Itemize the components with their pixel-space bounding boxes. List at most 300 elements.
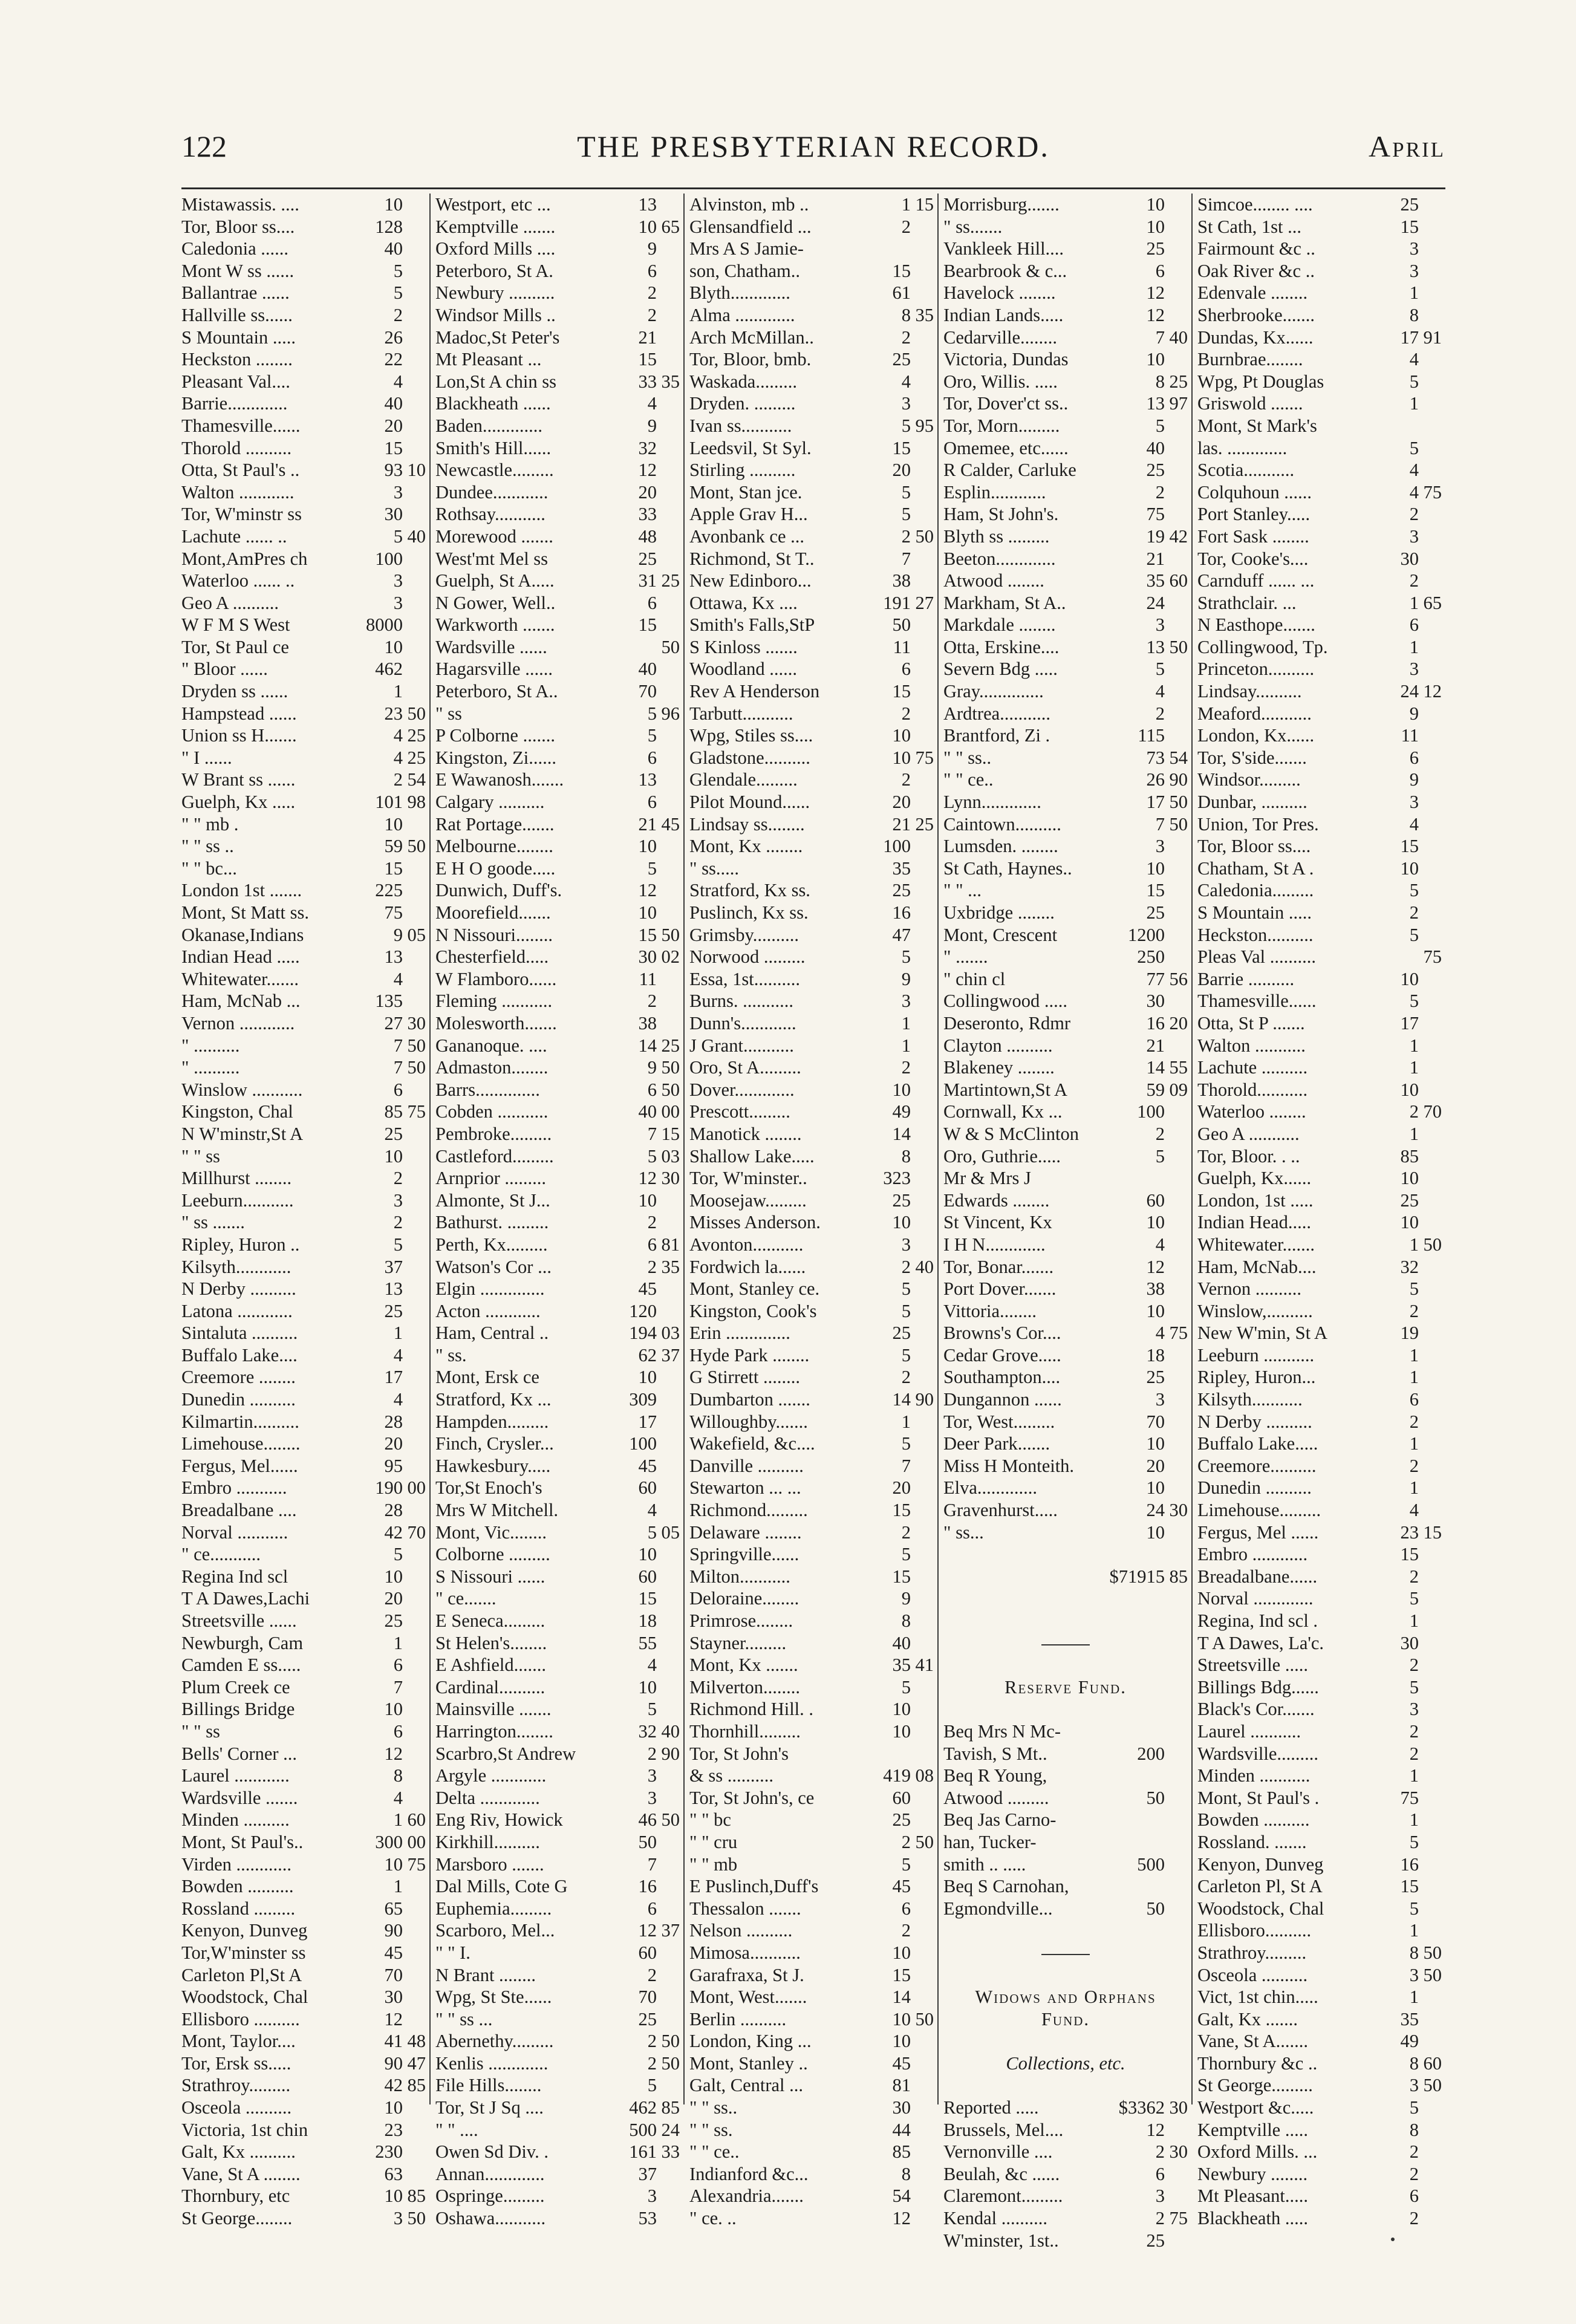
amount-dollars: 25	[892, 1323, 911, 1344]
congregation-name: Puslinch, Kx ss.	[689, 902, 809, 923]
list-item	[943, 1388, 1188, 1411]
congregation-name: Blyth ss .........	[943, 526, 1050, 547]
list-item	[181, 680, 426, 703]
amount-dollars: 2	[1409, 504, 1419, 525]
congregation-name: E Wawanosh.......	[435, 769, 564, 790]
amount-dollars: 25	[384, 1123, 403, 1144]
amount-cents: 50	[407, 1057, 426, 1078]
list-item	[181, 1720, 426, 1743]
list-item	[943, 570, 1188, 592]
congregation-name: Hagarsville ......	[435, 659, 553, 680]
amount-cents	[403, 1787, 426, 1809]
amount-dollars: 10	[638, 836, 657, 857]
amount-dollars: 6	[647, 1079, 657, 1100]
amount-cents	[1165, 1654, 1188, 1676]
amount-cents	[403, 1964, 426, 1987]
list-item	[943, 1898, 1188, 1920]
congregation-name: Kirkhill..........	[435, 1831, 540, 1852]
list-item	[943, 371, 1188, 393]
amount-dollars: 1	[901, 194, 911, 215]
list-item	[181, 1654, 426, 1676]
amount-dollars: 93	[384, 460, 403, 481]
congregation-name: Osceola ..........	[1197, 1964, 1308, 1985]
congregation-name: Wakefield, &c....	[689, 1433, 815, 1454]
amount-cents: 96	[661, 703, 680, 724]
amount-dollars: 25	[1400, 194, 1419, 215]
amount-dollars: 10	[638, 216, 657, 237]
congregation-name: Creemore..........	[1197, 1455, 1317, 1476]
congregation-name: Millhurst ........	[181, 1168, 292, 1189]
list-item	[435, 1787, 680, 1809]
amount-dollars: 20	[892, 792, 911, 813]
list-item	[1197, 1566, 1442, 1588]
amount-dollars: 6	[1155, 260, 1165, 281]
amount-dollars: 38	[638, 1012, 657, 1033]
amount-dollars: 3	[393, 481, 403, 503]
list-item	[181, 1854, 426, 1876]
congregation-name: Wpg, St Ste......	[435, 1987, 552, 2008]
amount-cents	[403, 1388, 426, 1411]
amount-cents	[911, 1809, 934, 1831]
amount-cents	[657, 481, 680, 504]
amount-dollars: 13	[384, 1278, 403, 1300]
list-item	[435, 371, 680, 393]
congregation-name	[943, 1964, 1164, 1987]
amount-dollars: 38	[1146, 1278, 1165, 1300]
list-item	[181, 703, 426, 725]
amount-cents: 95	[915, 415, 934, 436]
congregation-name: St George.........	[1197, 2075, 1313, 2096]
amount-dollars: 9	[1409, 769, 1419, 790]
congregation-name: Pembroke.........	[435, 1123, 552, 1144]
amount-cents	[1165, 481, 1188, 504]
amount-dollars: 70	[638, 681, 657, 702]
amount-dollars: 15	[638, 924, 657, 945]
amount-dollars: 15	[384, 437, 403, 458]
amount-cents	[657, 1411, 680, 1433]
congregation-name: " " ss.	[689, 2119, 733, 2140]
amount-cents: 15	[915, 194, 934, 215]
amount-dollars: 2	[901, 216, 911, 237]
congregation-name: Mont, St Mark's	[1197, 415, 1317, 436]
list-item	[689, 1543, 934, 1566]
congregation-name: Gray..............	[943, 681, 1044, 702]
congregation-name	[943, 1654, 1164, 1676]
amount-dollars: 16	[638, 1876, 657, 1897]
amount-dollars: 10	[892, 1079, 911, 1100]
congregation-name: Vane, St A.......	[1197, 2031, 1308, 2052]
amount-dollars: 10	[1400, 858, 1419, 879]
amount-cents	[1419, 1079, 1442, 1101]
list-item	[1197, 2097, 1442, 2119]
congregation-name: han, Tucker-	[943, 1831, 1037, 1852]
amount-dollars: 25	[638, 548, 657, 569]
congregation-name: Uxbridge ........	[943, 902, 1055, 923]
congregation-name: Carnduff ...... ...	[1197, 570, 1315, 591]
amount-cents	[911, 1964, 934, 1987]
amount-cents	[403, 1455, 426, 1477]
amount-cents: 50	[661, 1079, 680, 1100]
amount-cents	[911, 1610, 934, 1632]
congregation-name: Kingston, Zi......	[435, 747, 556, 768]
amount-cents	[403, 946, 426, 968]
amount-dollars: 20	[1146, 1455, 1165, 1476]
amount-cents	[1419, 1012, 1442, 1035]
amount-cents	[657, 282, 680, 304]
list-item	[689, 2207, 934, 2230]
list-item	[943, 2030, 1188, 2052]
amount-dollars: 60	[638, 1566, 657, 1587]
list-item	[1197, 1433, 1442, 1455]
list-item	[1197, 2052, 1442, 2075]
amount-dollars: 6	[647, 747, 657, 768]
amount-cents	[657, 858, 680, 880]
amount-dollars: 60	[1146, 1190, 1165, 1211]
amount-cents	[1419, 1765, 1442, 1787]
list-item	[435, 1854, 680, 1876]
list-item	[943, 1875, 1188, 1898]
amount-dollars: 10	[384, 813, 403, 835]
amount-cents	[403, 879, 426, 902]
congregation-name: Indian Head .....	[181, 946, 300, 968]
congregation-name: Avonbank ce ...	[689, 526, 804, 547]
congregation-name: Wardsville .......	[181, 1787, 298, 1808]
amount-dollars: 8	[901, 1610, 911, 1631]
amount-cents	[1419, 1787, 1442, 1809]
amount-cents	[1165, 680, 1188, 703]
list-item	[181, 1366, 426, 1388]
congregation-name: Collingwood .....	[943, 991, 1068, 1012]
congregation-name: Carleton Pl,St A	[181, 1964, 302, 1985]
amount-dollars: 32	[638, 437, 657, 458]
list-item	[689, 1211, 934, 1234]
amount-cents	[403, 327, 426, 349]
amount-dollars: 50	[1146, 1898, 1165, 1919]
congregation-name: Vernonville ....	[943, 2141, 1053, 2163]
amount-cents	[1165, 1964, 1188, 1987]
amount-dollars: 7	[647, 1123, 657, 1144]
amount-cents: 50	[1169, 792, 1188, 813]
amount-dollars: 15	[1400, 216, 1419, 237]
congregation-name: Bowden ..........	[181, 1876, 294, 1897]
congregation-name: Guelph, Kx .....	[181, 792, 296, 813]
amount-dollars: 26	[384, 327, 403, 348]
list-item	[689, 1012, 934, 1035]
amount-dollars: 9	[1409, 703, 1419, 724]
list-item	[689, 1587, 934, 1610]
list-item	[943, 1964, 1188, 1987]
congregation-name: G Stirrett ........	[689, 1367, 800, 1388]
congregation-name: Ballantrae ......	[181, 282, 290, 304]
congregation-name: " ce.......	[435, 1588, 497, 1609]
amount-cents	[1419, 260, 1442, 282]
list-item	[181, 1411, 426, 1433]
list-item	[181, 1056, 426, 1079]
amount-cents	[657, 968, 680, 991]
amount-dollars: 16	[1146, 1012, 1165, 1033]
list-item	[181, 1344, 426, 1367]
list-item	[689, 592, 934, 614]
congregation-name: Owen Sd Div. .	[435, 2141, 549, 2163]
amount-dollars: 3	[393, 2208, 403, 2229]
amount-dollars: 12	[1146, 304, 1165, 325]
amount-cents	[911, 2119, 934, 2141]
list-item	[435, 1145, 680, 1168]
amount-dollars: 25	[1146, 460, 1165, 481]
amount-cents	[1165, 1035, 1188, 1057]
amount-dollars: 5	[1409, 991, 1419, 1012]
list-item	[435, 1875, 680, 1898]
list-item	[435, 2008, 680, 2031]
list-item	[1197, 304, 1442, 327]
amount-cents	[1165, 503, 1188, 526]
amount-dollars: 2	[1155, 2208, 1165, 2229]
list-item	[1197, 1743, 1442, 1765]
list-item	[943, 1765, 1188, 1787]
amount-cents	[403, 1300, 426, 1323]
amount-dollars: 25	[1146, 238, 1165, 259]
amount-dollars: 12	[384, 2008, 403, 2029]
amount-dollars: 462	[375, 659, 403, 680]
list-item	[943, 1809, 1188, 1831]
amount-dollars: 4	[1155, 681, 1165, 702]
list-item	[943, 1720, 1188, 1743]
amount-cents	[403, 1587, 426, 1610]
congregation-name: Mimosa...........	[689, 1942, 801, 1963]
congregation-name: Elgin ..............	[435, 1278, 545, 1300]
amount-dollars: 63	[384, 2163, 403, 2184]
congregation-name: Markham, St A..	[943, 592, 1066, 613]
list-item	[689, 1300, 934, 1323]
list-item	[435, 1809, 680, 1831]
list-item	[435, 703, 680, 725]
list-item	[181, 769, 426, 791]
amount-dollars: 2	[647, 1212, 657, 1233]
list-item	[1197, 1986, 1442, 2008]
congregation-name: Mont, Kx ........	[689, 836, 803, 857]
congregation-name: Dundas, Kx......	[1197, 327, 1314, 348]
amount-dollars: 17	[1400, 327, 1419, 348]
amount-cents	[911, 1145, 934, 1168]
amount-cents	[1419, 791, 1442, 813]
amount-dollars: 6	[1155, 2163, 1165, 2184]
amount-dollars: 10	[384, 2186, 403, 2207]
congregation-name: Vernon ............	[181, 1012, 295, 1033]
amount-dollars: 24	[1400, 681, 1419, 702]
congregation-name: Ottawa, Kx ....	[689, 592, 798, 613]
amount-cents	[403, 238, 426, 260]
amount-dollars: 2	[647, 282, 657, 304]
amount-cents	[1419, 1986, 1442, 2008]
list-item	[181, 924, 426, 946]
list-item	[689, 924, 934, 946]
congregation-name: Rossland .........	[181, 1898, 296, 1919]
amount-cents: 90	[915, 1389, 934, 1410]
amount-dollars: 10	[892, 2008, 911, 2029]
congregation-name: Bearbrook & c...	[943, 260, 1067, 281]
list-item	[435, 879, 680, 902]
amount-dollars: 20	[384, 415, 403, 436]
congregation-name: Mont W ss ......	[181, 260, 295, 281]
congregation-name: Wpg, Stiles ss....	[689, 725, 813, 746]
amount-dollars: 21	[1146, 1035, 1165, 1056]
amount-dollars: 27	[384, 1012, 403, 1033]
list-item	[689, 459, 934, 481]
amount-cents	[1165, 1831, 1188, 1854]
amount-cents	[403, 990, 426, 1012]
amount-dollars: 100	[1137, 1101, 1165, 1122]
amount-dollars: 45	[638, 1455, 657, 1476]
congregation-name: Dunedin ..........	[181, 1389, 296, 1410]
list-item	[181, 548, 426, 570]
amount-cents	[657, 548, 680, 570]
list-item	[943, 1499, 1188, 1522]
list-item	[435, 1942, 680, 1964]
list-item	[689, 990, 934, 1012]
amount-dollars: 2	[393, 769, 403, 790]
congregation-name: Billings Bridge	[181, 1699, 295, 1720]
amount-cents: 25	[407, 725, 426, 746]
congregation-name: Kenyon, Dunveg	[1197, 1854, 1324, 1875]
list-item	[943, 592, 1188, 614]
list-item	[181, 304, 426, 327]
amount-dollars: 7	[901, 1455, 911, 1476]
amount-cents	[403, 658, 426, 680]
amount-cents	[1419, 459, 1442, 481]
amount-cents	[657, 1654, 680, 1676]
amount-dollars: 1	[1409, 282, 1419, 304]
list-item	[689, 2097, 934, 2119]
congregation-name: Havelock ........	[943, 282, 1056, 304]
list-item	[1197, 1787, 1442, 1809]
amount-cents: 25	[1169, 371, 1188, 392]
list-item	[689, 1079, 934, 1101]
amount-cents	[1165, 1101, 1188, 1123]
heading-text: Fund.	[1041, 2008, 1090, 2029]
amount-dollars: 46	[638, 1809, 657, 1831]
amount-dollars: 2	[1155, 703, 1165, 724]
congregation-name: Billings Bdg......	[1197, 1676, 1319, 1697]
amount-cents	[657, 658, 680, 680]
amount-dollars: 4	[393, 371, 403, 392]
list-item	[1197, 1809, 1442, 1831]
congregation-name	[943, 2074, 1164, 2097]
congregation-name	[943, 1543, 1164, 1566]
amount-dollars: 2	[901, 1831, 911, 1852]
congregation-name: Edenvale ........	[1197, 282, 1308, 304]
amount-dollars: 25	[1146, 902, 1165, 923]
amount-dollars: 3	[647, 1765, 657, 1786]
list-item	[943, 879, 1188, 902]
amount-dollars: 10	[638, 1190, 657, 1211]
amount-dollars: 60	[638, 1942, 657, 1963]
list-item	[1197, 2141, 1442, 2163]
amount-dollars: 5	[1409, 437, 1419, 458]
congregation-name: T A Dawes, La'c.	[1197, 1632, 1324, 1653]
list-item	[689, 1499, 934, 1522]
list-item	[1197, 526, 1442, 548]
list-item	[181, 1522, 426, 1544]
list-item	[689, 570, 934, 592]
congregation-name: Shallow Lake.....	[689, 1145, 815, 1167]
amount-cents: 45	[661, 813, 680, 835]
amount-dollars: 25	[1400, 1190, 1419, 1211]
list-item	[1197, 1190, 1442, 1212]
list-item	[1197, 459, 1442, 481]
amount-cents: 75	[915, 747, 934, 768]
list-item	[689, 1344, 934, 1367]
amount-dollars: 309	[629, 1389, 657, 1410]
amount-dollars: 16	[1400, 1854, 1419, 1875]
amount-cents	[1165, 724, 1188, 747]
amount-dollars: 4	[647, 393, 657, 414]
list-item	[689, 1676, 934, 1699]
amount-dollars: 10	[1400, 1212, 1419, 1233]
amount-cents	[657, 990, 680, 1012]
list-item	[943, 1012, 1188, 1035]
amount-dollars: 1	[1409, 1809, 1419, 1831]
congregation-name: Mont, Crescent	[943, 924, 1058, 945]
amount-dollars: 30	[384, 1987, 403, 2008]
amount-cents	[1419, 769, 1442, 791]
amount-dollars: 2	[1155, 1123, 1165, 1144]
congregation-name: W Flamboro......	[435, 968, 557, 989]
list-item	[943, 548, 1188, 570]
list-item	[943, 282, 1188, 304]
amount-dollars: 8	[1409, 304, 1419, 325]
congregation-name: Vittoria........	[943, 1300, 1037, 1321]
amount-dollars: 4	[393, 1787, 403, 1808]
amount-cents	[1165, 592, 1188, 614]
congregation-name: Colborne .........	[435, 1544, 550, 1565]
congregation-name: Primrose........	[689, 1610, 793, 1631]
congregation-name: Mrs A S Jamie-	[689, 238, 804, 259]
amount-dollars: 33	[638, 371, 657, 392]
amount-dollars: 2	[1155, 481, 1165, 503]
amount-cents	[1165, 1854, 1188, 1876]
amount-dollars: 18	[1146, 1344, 1165, 1365]
congregation-name: " " ss..	[689, 2097, 738, 2118]
congregation-name: West'mt Mel ss	[435, 548, 549, 569]
list-item	[1197, 1234, 1442, 1256]
list-item	[689, 2163, 934, 2186]
amount-cents	[1419, 526, 1442, 548]
amount-dollars: 25	[892, 349, 911, 370]
congregation-name: Galt, Kx .......	[1197, 2008, 1298, 2029]
amount-dollars: 23	[1400, 1522, 1419, 1543]
list-item	[943, 1101, 1188, 1123]
list-item	[1197, 1012, 1442, 1035]
amount-cents	[911, 2097, 934, 2119]
congregation-name: Elva.............	[943, 1477, 1038, 1499]
amount-cents	[911, 2030, 934, 2052]
amount-dollars: 10	[384, 2097, 403, 2118]
congregation-name: Pleas Val ..........	[1197, 946, 1316, 968]
congregation-name: Tor, Morn.........	[943, 415, 1060, 436]
amount-dollars: 30	[1146, 991, 1165, 1012]
congregation-name: Sherbrooke.......	[1197, 304, 1315, 325]
amount-dollars: 37	[384, 1256, 403, 1277]
amount-dollars: 5	[901, 481, 911, 503]
congregation-name: Scotia...........	[1197, 460, 1295, 481]
list-item	[181, 1986, 426, 2008]
amount-cents: 10	[407, 460, 426, 481]
amount-cents	[1419, 415, 1442, 437]
list-item	[943, 1587, 1188, 1610]
congregation-name: Mont, Ersk ce	[435, 1367, 539, 1388]
congregation-name: Indian Head.....	[1197, 1212, 1312, 1233]
congregation-name: Westport &c.....	[1197, 2097, 1314, 2118]
